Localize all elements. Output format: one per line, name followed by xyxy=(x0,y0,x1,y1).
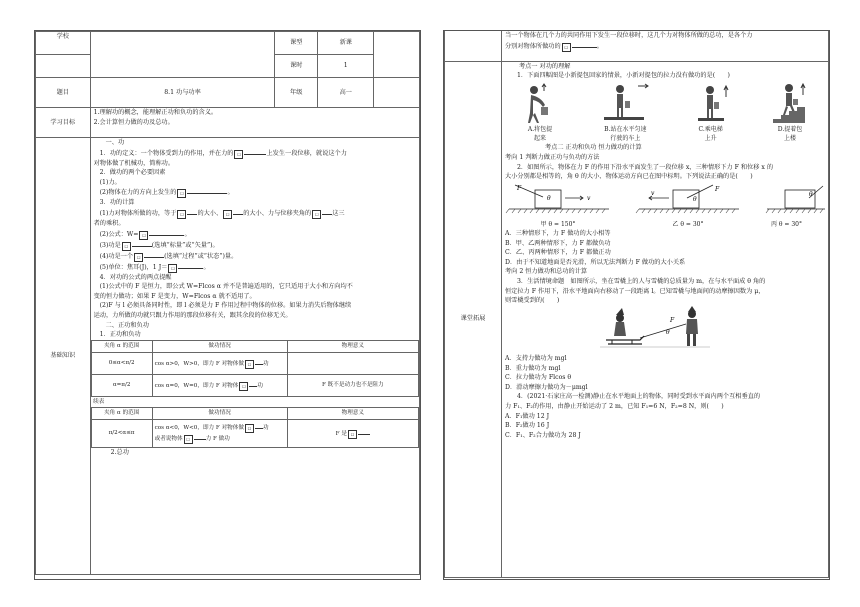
q1-figures xyxy=(505,81,825,144)
note-1-a: (1)公式中的 F 是恒力，即公式 W=Flcos α 并不是普遍适用的，它只适用于大小和方向均不 xyxy=(99,283,353,291)
q1-option-c[interactable] xyxy=(690,83,732,144)
goal-2: 2.会计算恒力做的功及总功。 xyxy=(93,118,174,126)
total-work-text-b: 分别对物体所做功的 xyxy=(505,42,561,50)
svg-text:F: F xyxy=(670,316,675,324)
calc-3-b: (选填“标量”或“矢量”)。 xyxy=(151,241,219,249)
def-text-c: 对物体做了机械功，简称功。 xyxy=(93,159,175,167)
note-2-b: 运动，力所做的功就只跟力作用的那段位移有关，跟其余段的位移无关。 xyxy=(93,312,292,320)
calc-5: (5)单位：焦耳(J)，1 J＝ xyxy=(99,263,168,271)
q2-option-c[interactable]: C．乙、丙两种情形下，力 F 都做正功 xyxy=(505,249,611,257)
extension-table xyxy=(444,31,829,578)
q4-option-b[interactable]: B．F₂做功 16 J xyxy=(505,422,550,430)
heading-work: 一、功 xyxy=(105,139,125,146)
answer-blank[interactable] xyxy=(178,262,203,269)
row2-work-tail: 功 xyxy=(257,382,263,389)
table-header-meaning: 物理意义 xyxy=(287,340,418,352)
row2-work: cos α=0，W=0，即力 F 对物体 xyxy=(154,382,239,389)
q1-d-label-2: 上楼 xyxy=(783,135,796,143)
svg-text:F: F xyxy=(517,184,522,192)
q1-b-label-1: B.站在水平匀速 xyxy=(604,125,647,133)
q1-d-label-1: D.提着包 xyxy=(777,125,803,133)
row2-range: α=π/2 xyxy=(91,374,152,396)
svg-text:θ: θ xyxy=(693,195,697,203)
answer-blank[interactable] xyxy=(194,433,206,440)
calc-heading: 3．功的计算 xyxy=(99,199,135,207)
q1-option-a[interactable] xyxy=(519,83,561,144)
basics-label: 基础知识 xyxy=(36,138,91,575)
q1-c-label-1: C.乘电梯 xyxy=(698,125,723,133)
q1-option-d[interactable] xyxy=(769,83,811,144)
answer-blank[interactable] xyxy=(144,251,164,258)
blank-icon: ☐ xyxy=(139,231,148,240)
q4-option-a[interactable]: A．F₁做功 12 J xyxy=(505,412,550,420)
table2-header-range: 夹角 α 的范围 xyxy=(91,408,152,420)
calc-1-b: 的大小、 xyxy=(197,210,223,218)
sub-pos-neg: 1．正功和负功 xyxy=(99,331,141,339)
extension-content xyxy=(502,61,829,577)
total-work-text-a: 当一个物体在几个力的共同作用下发生一段位移时，这几个力对物体所做的总功，是各个力 xyxy=(505,32,753,39)
blank-icon: ☐ xyxy=(234,150,243,159)
calc-4-b: (选填“过程”或“状态”)量。 xyxy=(164,252,238,260)
question-2-a: 2．如图所示，物体在力 F 的作用下沿水平面发生了一段位移 x，三种情形下力 F 和位移 x 的 xyxy=(517,163,774,171)
answer-blank[interactable] xyxy=(244,148,266,155)
calc-3-a: (3)功是 xyxy=(99,241,121,249)
calc-2: (2)公式：W= xyxy=(99,230,139,238)
row1-meaning xyxy=(287,352,418,374)
row3-work-c: 或者说物体 xyxy=(154,436,183,443)
q2-option-d[interactable]: D．由于不知道地面是否光滑，所以无法判断力 F 做功的大小关系 xyxy=(505,258,686,266)
topic-2-heading: 考点二 正功和负功 恒力做功的计算 xyxy=(545,144,642,152)
def-text-b: 上发生一段位移，就说这个力 xyxy=(266,149,347,157)
q2-figure-yi xyxy=(635,184,741,229)
extension-label: 课堂拓展 xyxy=(445,61,502,577)
blank-icon: ☐ xyxy=(239,382,248,391)
q2-figure-jia xyxy=(505,184,611,229)
row3-work-b: 功 xyxy=(262,424,269,431)
question-3-b: 恒定拉力 F 作用下，沿水平地面向右移动了一段距离 l。已知雪橇与地面间的动摩擦因数为 μ， xyxy=(505,287,765,295)
q2-figures xyxy=(505,182,825,229)
goals-label: 学习目标 xyxy=(36,108,91,138)
question-3-a: 3．生活情境命题 如图所示，坐在雪橇上的人与雪橇的总质量为 m，在与水平面成 θ 角的 xyxy=(517,278,766,286)
standing-on-car-icon xyxy=(598,83,652,125)
blank-icon: ☐ xyxy=(312,210,321,219)
svg-text:θ: θ xyxy=(547,194,551,202)
pos-neg-table xyxy=(91,340,419,448)
factor-1: (1)力。 xyxy=(99,178,121,186)
blank-icon: ☐ xyxy=(245,360,254,369)
force-diagram-yi xyxy=(635,184,741,220)
goal-1: 1.理解功的概念，能理解正功和负功的含义。 xyxy=(93,109,218,116)
q3-option-c[interactable]: C．拉力做功为 Flcos θ xyxy=(505,374,572,382)
question-4-a: 4．(2021·石家庄高一检测)静止在水平地面上的物体，同时受到水平面内两个互相垂直的 xyxy=(517,393,761,401)
goals-cell xyxy=(90,108,419,138)
blank-icon: ☐ xyxy=(134,253,143,262)
lesson-type-label: 课型 xyxy=(275,32,318,55)
answer-blank[interactable] xyxy=(187,187,227,194)
q1-b-label-2: 行驶的车上 xyxy=(610,135,641,143)
q3-figure xyxy=(505,306,825,354)
def-text-a: 1．功的定义：一个物体受到力的作用，并在力的 xyxy=(99,149,234,157)
grade-label: 年级 xyxy=(275,78,318,108)
row3-range: π/2<α≤π xyxy=(91,419,152,447)
sled-pulling-icon xyxy=(600,306,710,354)
topic-value: 8.1 功与功率 xyxy=(90,78,275,108)
answer-blank[interactable] xyxy=(255,358,263,365)
blank-icon: ☐ xyxy=(168,264,177,273)
school-label-cell xyxy=(36,32,91,55)
table-header-work: 做功情况 xyxy=(152,340,287,352)
question-1: 1．下面四幅图是小新提包回家的情景，小新对提包的拉力没有做功的是( ) xyxy=(517,72,730,80)
calc-1-e: 者的乘积。 xyxy=(93,220,125,228)
period-value: 1 xyxy=(318,55,374,78)
row1-range: 0≤α<π/2 xyxy=(91,352,152,374)
q2-option-a[interactable]: A．三种情形下，力 F 做功的大小相等 xyxy=(505,230,611,238)
blank-icon: ☐ xyxy=(122,242,131,251)
topic-label: 题目 xyxy=(36,78,91,108)
two-factors-heading: 2．做功的两个必要因素 xyxy=(99,169,166,177)
grade-value: 高一 xyxy=(318,78,374,108)
direction-1: 考向 1 判断力做正功与负功的方法 xyxy=(505,153,600,161)
lesson-plan-page-right xyxy=(443,30,830,580)
force-diagram-jia xyxy=(505,184,611,220)
svg-text:v: v xyxy=(587,194,591,202)
answer-blank[interactable] xyxy=(149,229,184,236)
school-value-cell xyxy=(90,32,275,78)
lesson-plan-table xyxy=(35,31,420,575)
heading-pos-neg: 二、正功和负功 xyxy=(105,321,149,329)
calc-1-d: 这三 xyxy=(332,210,345,218)
table-header-range: 夹角 α 的范围 xyxy=(91,340,152,352)
q3-option-b[interactable]: B．重力做功为 mgl xyxy=(505,364,561,372)
q1-c-label-2: 上升 xyxy=(704,135,717,143)
row3-work-a: cos α<0，W<0，即力 F 对物体做 xyxy=(154,424,244,431)
fig2-label-yi: 乙 θ = 30° xyxy=(672,220,704,228)
blank-icon: ☐ xyxy=(245,424,254,433)
school-label: 学校 xyxy=(56,33,69,40)
period-label: 课时 xyxy=(275,55,318,78)
q2-option-b[interactable]: B．甲、乙两种情形下，力 F 都做负功 xyxy=(505,239,611,247)
calc-4-a: (4)功是一个 xyxy=(99,252,134,260)
blank-icon: ☐ xyxy=(177,189,186,198)
answer-blank[interactable] xyxy=(233,208,243,215)
total-work-heading: 2.总功 xyxy=(110,448,129,456)
svg-text:v: v xyxy=(651,189,655,197)
row1-work-tail: 功 xyxy=(262,360,269,367)
q1-a-label-1: A.将包提 xyxy=(527,125,553,133)
direction-2: 考向 2 恒力做功和总功的计算 xyxy=(505,268,588,276)
answer-blank[interactable] xyxy=(132,240,152,247)
answer-blank[interactable] xyxy=(358,428,370,435)
row1-work: cos α>0，W>0，即力 F 对物体做 xyxy=(154,360,244,367)
factor-2: (2)物体在力的方向上发生的 xyxy=(99,189,177,197)
calc-1-a: (1)力对物体所做的功，等于 xyxy=(99,210,177,218)
basics-content: 一、功 1．功的定义：一个物体受到力的作用，并在力的 ☐ 上发生一段位移，就说这个力 对物体做了机械功，简称功。 2．做功的两个必要因素 (1)力。 (2)物体在力的方向上发生的 ☐ 。 3．功的计算 (1)力对物体所做的功，等于 ☐ 的大小、 ☐ 的大小、力与位移夹角的 ☐ 这三 者的乘积。 (2)公式：W= ☐ 。 (3)功是 ☐ (选填“标量”或“矢量”)。 (4)功是一个 ☐ (选填“过程”或“状态”)量。 (5)单位：焦耳(J)，1 J＝ ☐ 。 4．对功的公式的两点提醒 (1)公式中的 F 是恒力，即公式 W=Flcos α 并不是普遍适用的，它只适用于大小和方向均不 变的恒力做功；如果 F 是变力，W=Flcos α 就不适用了。 (2)F 与 l 必须具备同时性，即 l 必须是力 F 作用过程中物体的位移。如果力消失后物体继续 运动，力所做的功就只跟力作用的那段位移有关，跟其余段的位移无关。 二、正功和负功 1．正功和负功 夹角 α 的范围 做功情况 物理意义 0≤α<π/2 cos α>0，W>0，即力 F 对物体做 ☐ 功 α=π/2 cos α=0，W=0，即力 F 对物体 ☐ 功 F 既不是动力也不是阻力 续表 夹角 α 的范围 做功情况 物理意义 π/2<α≤π cos α<0，W<0，即力 F 对物体做 ☐ 功 或者说物体 ☐ 力 F 做功 F 是 ☐ 2.总功 xyxy=(90,138,419,575)
blank-icon: ☐ xyxy=(177,210,186,219)
question-2-b: 大小分别都是相等的，角 θ 的大小、物体运动方向已在图中标明。下列说法正确的是( ) xyxy=(505,173,753,181)
lesson-plan-page-left xyxy=(34,30,421,580)
row3-work-d: 力 F 做功 xyxy=(205,436,230,443)
q4-option-c[interactable]: C．F₁、F₂合力做功为 28 J xyxy=(505,431,581,439)
lifting-bag-icon xyxy=(519,83,561,125)
blank-icon: ☐ xyxy=(184,435,193,444)
answer-blank[interactable] xyxy=(255,422,263,429)
answer-blank[interactable] xyxy=(572,41,597,48)
stairs-icon xyxy=(769,83,811,125)
school-blank-cell xyxy=(36,55,91,78)
row2-meaning: F 既不是动力也不是阻力 xyxy=(287,374,418,396)
table2-header-meaning: 物理意义 xyxy=(287,408,418,420)
q1-a-label-2: 起来 xyxy=(533,135,546,143)
q2-figure-bing xyxy=(765,184,825,229)
top-left-cell xyxy=(445,31,502,61)
svg-text:F: F xyxy=(715,185,720,193)
blank-icon: ☐ xyxy=(223,210,232,219)
continued-label: 续表 xyxy=(91,396,418,408)
corner-cell xyxy=(374,32,420,78)
q1-option-b[interactable] xyxy=(598,83,652,144)
fig2-label-jia: 甲 θ = 150° xyxy=(540,220,576,228)
elevator-icon xyxy=(690,83,732,125)
fig2-label-bing: 丙 θ = 30° xyxy=(771,220,802,228)
blank-icon: ☐ xyxy=(348,430,357,439)
question-4-b: 力 F₁、F₂的作用，由静止开始运动了 2 m，已知 F₁=6 N，F₂=8 N，则( ) xyxy=(505,402,724,410)
note-heading: 4．对功的公式的两点提醒 xyxy=(99,273,172,281)
calc-1-c: 的大小、力与位移夹角的 xyxy=(243,210,312,218)
blank-icon: ☐ xyxy=(562,43,571,52)
svg-text:θ: θ xyxy=(666,328,670,336)
note-2-a: (2)F 与 l 必须具备同时性，即 l 必须是力 F 作用过程中物体的位移。如果力消失后物体继续 xyxy=(99,302,352,310)
note-1-b: 变的恒力做功；如果 F 是变力，W=Flcos α 就不适用了。 xyxy=(93,292,256,300)
answer-blank[interactable] xyxy=(322,208,332,215)
row3-meaning: F 是 xyxy=(335,430,347,437)
table2-header-work: 做功情况 xyxy=(152,408,287,420)
force-diagram-bing xyxy=(765,184,825,220)
answer-blank[interactable] xyxy=(187,208,197,215)
svg-text:θ: θ xyxy=(809,190,813,198)
lesson-type-value: 新课 xyxy=(318,32,374,55)
total-work-cont: 当一个物体在几个力的共同作用下发生一段位移时，这几个力对物体所做的总功，是各个力 分别对物体所做功的 ☐ 。 xyxy=(502,31,829,61)
question-3-c: 则雪橇受到的( ) xyxy=(505,297,560,305)
q3-option-d[interactable]: D．滑动摩擦力做功为－μmgl xyxy=(505,383,588,391)
q3-option-a[interactable]: A．支持力做功为 mgl xyxy=(505,354,567,362)
topic-1-heading: 考点一 对功的理解 xyxy=(519,62,571,70)
